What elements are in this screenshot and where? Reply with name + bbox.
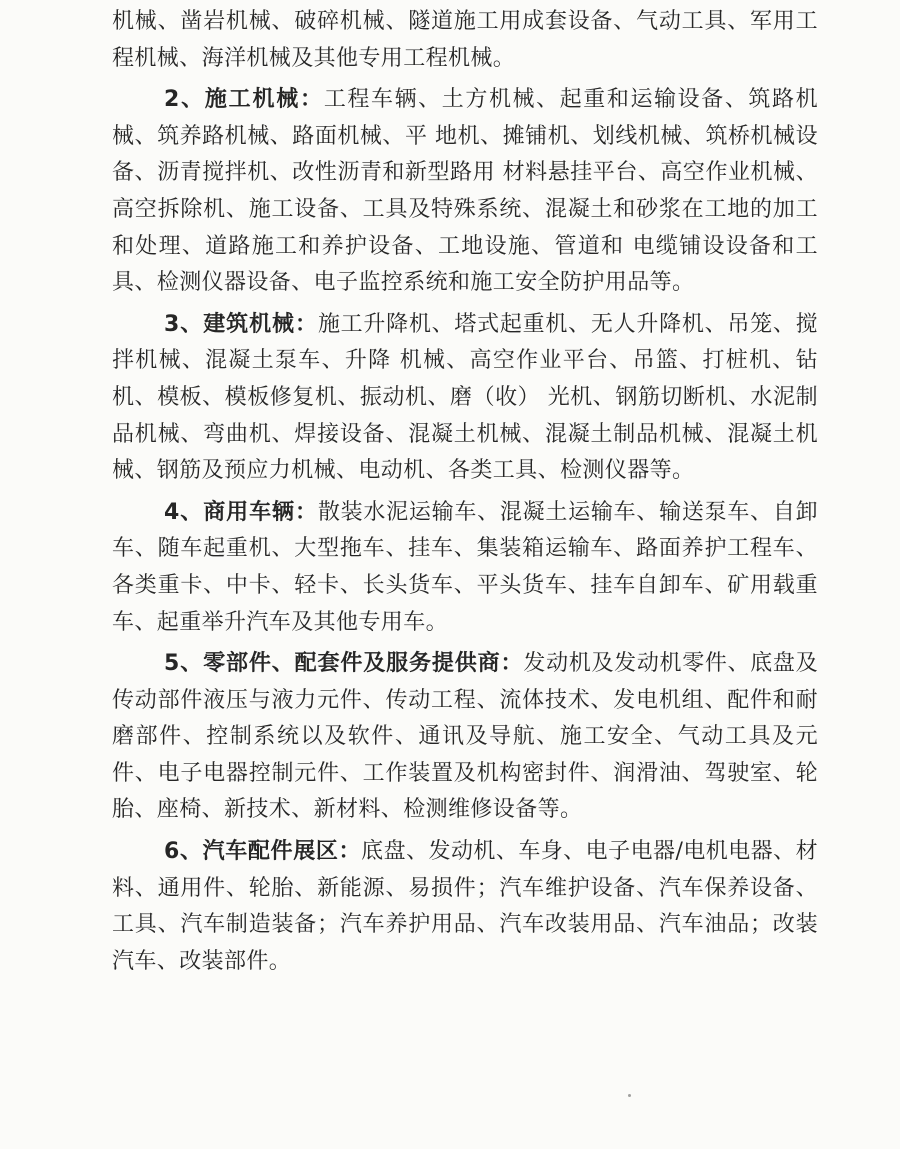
paragraph-auto-parts-zone [112, 834, 818, 980]
paragraph-body: 工程车辆、土方机械、起重和运输设备、筑路机械、筑养路机械、路面机械、平 地机、摊铺机、划线机械、筑桥机械设备、沥青搅拌机、改性沥青和新型路用 材料悬挂平台、高空作业机械、高空拆除机、施工设备、工具及特殊系统、混凝土和砂浆在工地的加工和处理、道路施工和养护设备、工地设施、管道和 电缆铺设设备和工具、检测仪器设备、电子监控系统和施工安全防护用品等。 [112, 87, 818, 296]
paragraph-heading: 6、汽车配件展区： [164, 839, 362, 865]
paragraph-body: 底盘、发动机、车身、电子电器/电机电器、材料、通用件、轮胎、新能源、易损件；汽车维护设备、汽车保养设备、工具、汽车制造装备；汽车养护用品、汽车改装用品、汽车油品；改装汽车、改装部件。 [112, 839, 818, 974]
paragraph-body: 散装水泥运输车、混凝土运输车、输送泵车、自卸车、随车起重机、大型拖车、挂车、集装箱运输车、路面养护工程车、各类重卡、中卡、轻卡、长头货车、平头货车、挂车自卸车、矿用载重车、起重举升汽车及其他专用车。 [112, 499, 818, 635]
paragraph-heading: 3、建筑机械： [164, 311, 318, 337]
paragraph-body: 发动机及发动机零件、底盘及传动部件液压与液力元件、传动工程、流体技术、发电机组、配件和耐磨部件、控制系统以及软件、通讯及导航、施工安全、气动工具及元件、电子电器控制元件、工作装置及机构密封件、润滑油、驾驶室、轮胎、座椅、新技术、新材料、检测维修设备等。 [112, 651, 818, 823]
paragraph-continuation [112, 4, 818, 77]
paragraph-heading: 5、零部件、配套件及服务提供商： [164, 651, 524, 677]
paragraph-construction-machinery [112, 82, 818, 302]
paragraph-heading: 2、施工机械： [164, 87, 324, 113]
paragraph-body: 机械、凿岩机械、破碎机械、隧道施工用成套设备、气动工具、军用工程机械、海洋机械及其他专用工程机械。 [112, 9, 818, 71]
paragraph-heading: 4、商用车辆： [164, 499, 318, 525]
paragraph-parts-suppliers [112, 646, 818, 829]
paragraph-commercial-vehicles [112, 495, 818, 641]
paragraph-building-machinery [112, 307, 818, 490]
scan-speck [628, 1094, 631, 1097]
paragraph-body: 施工升降机、塔式起重机、无人升降机、吊笼、搅拌机械、混凝土泵车、升降 机械、高空作业平台、吊篮、打桩机、钻机、模板、模板修复机、振动机、磨（收） 光机、钢筋切断机、水泥制品机械、弯曲机、焊接设备、混凝土机械、混凝土制品机械、混凝土机械、钢筋及预应力机械、电动机、各类工具、检测仪器等。 [112, 311, 818, 484]
